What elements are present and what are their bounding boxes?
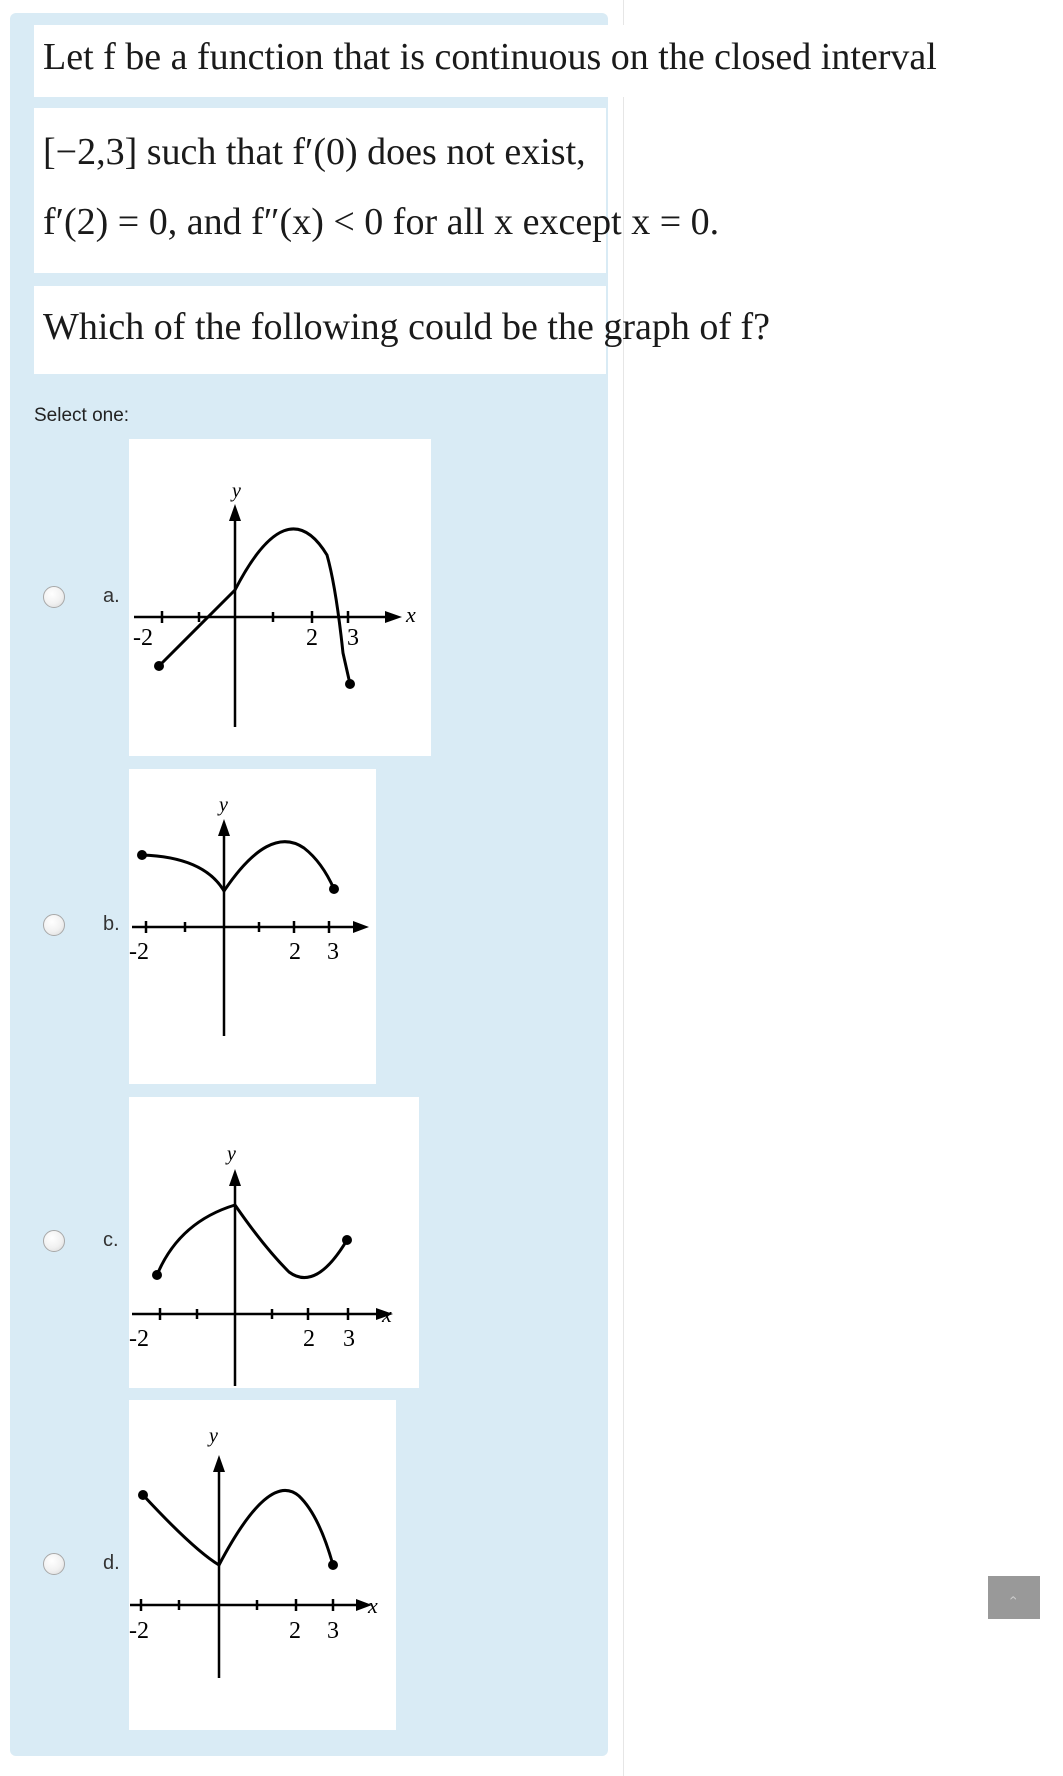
y-axis-arrow	[218, 819, 230, 836]
question-line-1: Let f be a function that is continuous on the closed interval	[43, 36, 937, 78]
option-d-graph	[129, 1400, 396, 1730]
option-b-graph	[129, 769, 376, 1084]
axis-label-y: y	[232, 480, 241, 502]
select-one-label: Select one:	[34, 405, 130, 426]
radio-option-a[interactable]	[43, 586, 65, 608]
question-text-block-3	[34, 286, 771, 374]
option-d-letter: d.	[103, 1552, 120, 1574]
graph-curve	[143, 1490, 333, 1565]
tick-label-neg2: -2	[129, 1618, 149, 1644]
option-b-letter: b.	[103, 913, 120, 935]
y-axis-arrow	[229, 1169, 241, 1186]
endpoint-right	[345, 679, 355, 689]
tick-label-2: 2	[289, 1618, 301, 1644]
tick-label-2: 2	[289, 939, 301, 965]
axis-label-y: y	[209, 1425, 218, 1447]
scroll-to-top-button[interactable]	[988, 1576, 1040, 1619]
graph-curve	[142, 842, 334, 891]
tick-label-2: 2	[306, 625, 318, 651]
question-text-block-2	[34, 108, 720, 273]
radio-option-c[interactable]	[43, 1230, 65, 1252]
endpoint-left	[137, 850, 147, 860]
option-c-graph	[129, 1097, 419, 1388]
endpoint-left	[154, 661, 164, 671]
question-text-block-1	[34, 25, 1059, 97]
x-axis-arrow	[385, 611, 402, 623]
option-a-graph	[129, 439, 431, 756]
option-c-letter: c.	[103, 1229, 119, 1251]
axis-label-x: x	[368, 1593, 378, 1618]
tick-label-3: 3	[347, 625, 359, 651]
endpoint-right	[342, 1235, 352, 1245]
content-divider	[623, 0, 624, 1776]
graph-curve	[159, 529, 350, 684]
axis-label-y: y	[219, 794, 228, 816]
axis-label-y: y	[227, 1143, 236, 1165]
graph-curve	[157, 1205, 347, 1278]
tick-label-neg2: -2	[133, 625, 153, 651]
radio-option-b[interactable]	[43, 914, 65, 936]
tick-label-3: 3	[327, 1618, 339, 1644]
y-axis-arrow	[229, 504, 241, 521]
tick-label-2: 2	[303, 1326, 315, 1352]
tick-label-neg2: -2	[129, 939, 149, 965]
axis-label-x: x	[406, 602, 416, 627]
option-a-letter: a.	[103, 585, 120, 607]
endpoint-right	[328, 1560, 338, 1570]
question-line-3: f′(2) = 0, and f″(x) < 0 for all x except x = 0.	[43, 201, 720, 243]
radio-option-d[interactable]	[43, 1553, 65, 1575]
tick-label-neg2: -2	[129, 1326, 149, 1352]
x-axis-arrow	[353, 921, 369, 933]
endpoint-right	[329, 884, 339, 894]
tick-label-3: 3	[327, 939, 339, 965]
question-line-4: Which of the following could be the graph of f?	[43, 306, 771, 348]
chevron-up-icon: ‹	[1005, 1595, 1022, 1600]
endpoint-left	[152, 1270, 162, 1280]
endpoint-left	[138, 1490, 148, 1500]
y-axis-arrow	[213, 1455, 225, 1472]
question-line-2: [−2,3] such that f′(0) does not exist,	[43, 131, 586, 173]
tick-label-3: 3	[343, 1326, 355, 1352]
axis-label-x: x	[382, 1302, 392, 1327]
